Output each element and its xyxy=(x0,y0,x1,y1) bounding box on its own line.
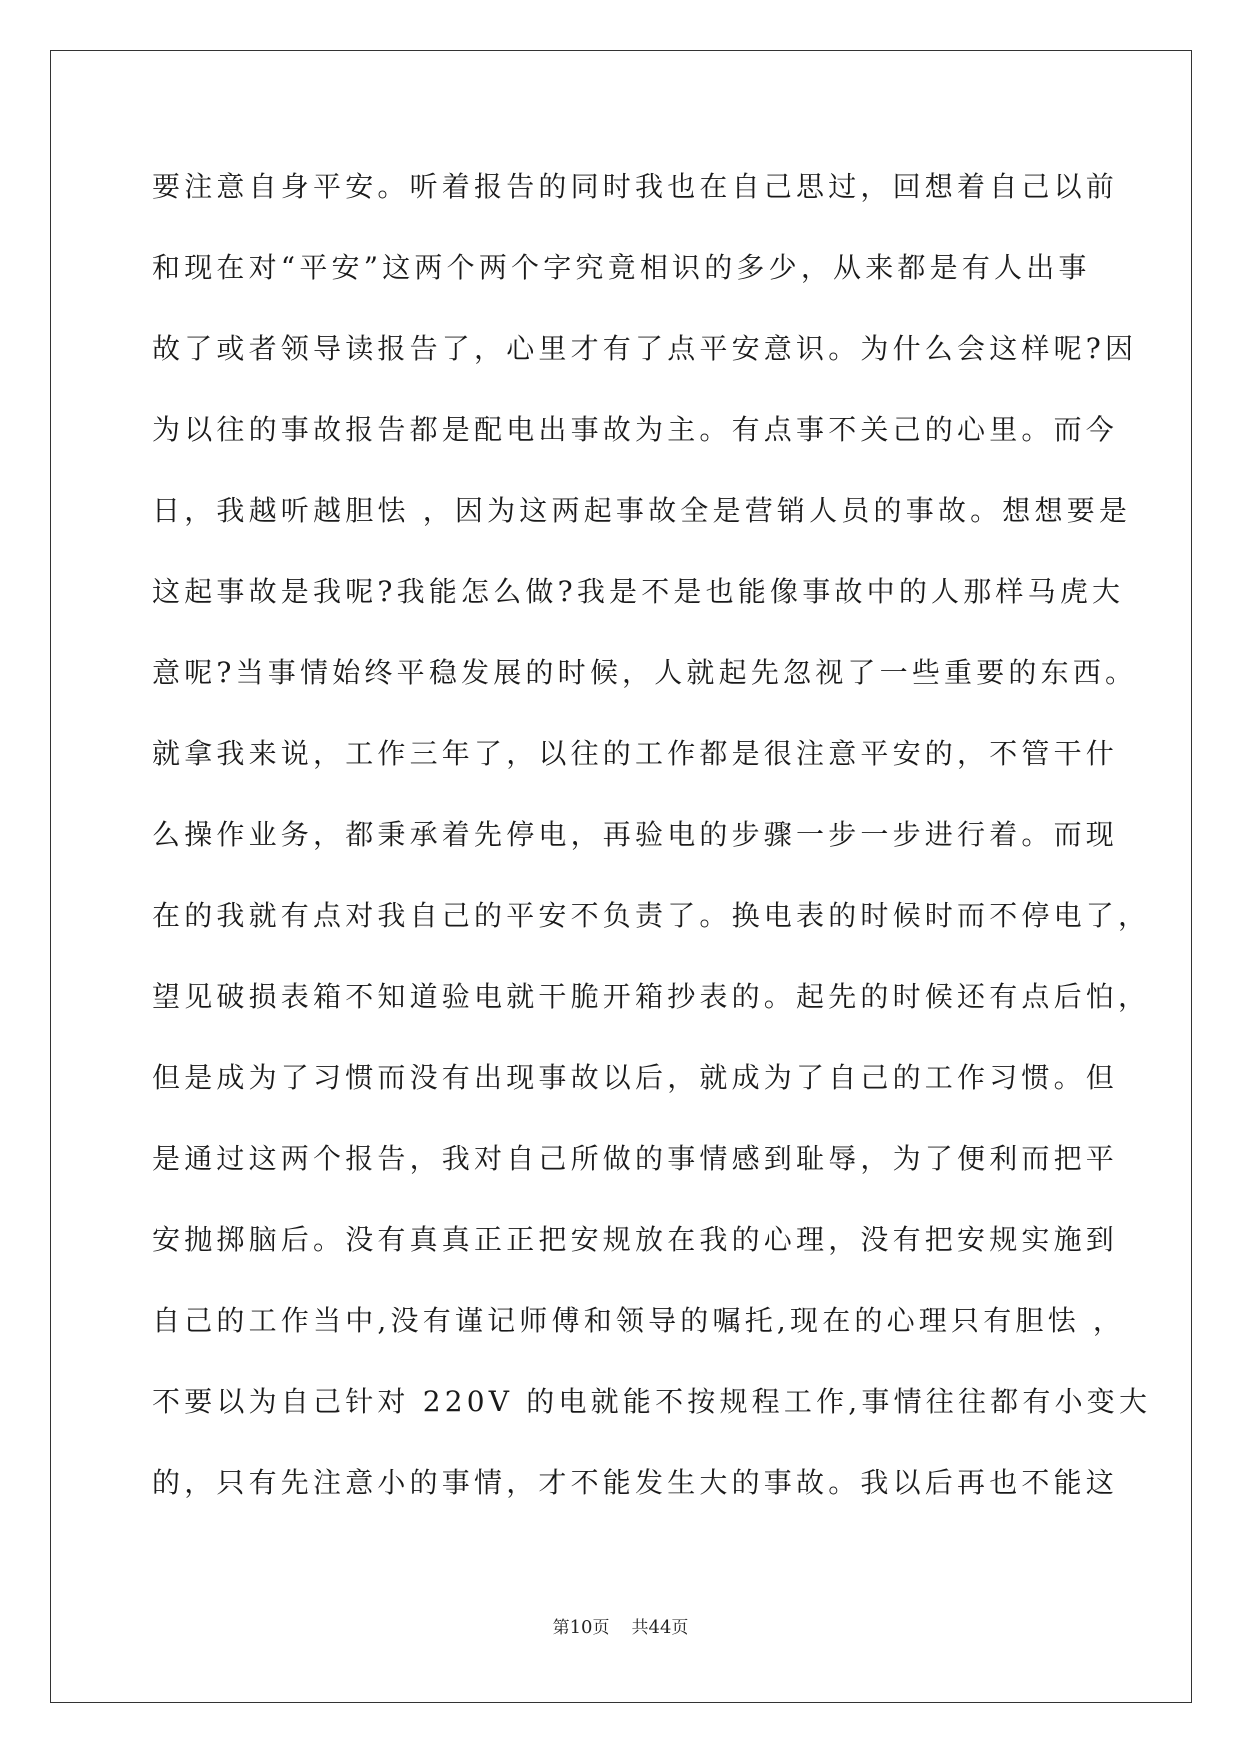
text-line: 在的我就有点对我自己的平安不负责了。换电表的时候时而不停电了， xyxy=(152,899,1151,932)
text-line: 是通过这两个报告，我对自己所做的事情感到耻辱，为了便利而把平 xyxy=(152,1142,1119,1175)
text-line: 为以往的事故报告都是配电出事故为主。有点事不关己的心里。而今 xyxy=(152,413,1119,446)
text-line: 日，我越听越胆怯 ，因为这两起事故全是营销人员的事故。想想要是 xyxy=(152,494,1132,527)
text-line: 要注意自身平安。听着报告的同时我也在自己思过，回想着自己以前 xyxy=(152,170,1119,203)
text-line: 故了或者领导读报告了，心里才有了点平安意识。为什么会这样呢?因 xyxy=(152,332,1138,365)
page-suffix: 页 xyxy=(592,1618,610,1638)
page-prefix: 第 xyxy=(552,1618,570,1638)
text-line: 自己的工作当中,没有谨记师傅和领导的嘱托,现在的心理只有胆怯 ， xyxy=(152,1304,1126,1337)
page-footer xyxy=(0,1616,1241,1640)
text-line: 不要以为自己针对 220V 的电就能不按规程工作,事情往往都有小变大 xyxy=(152,1385,1152,1418)
text-line: 这起事故是我呢?我能怎么做?我是不是也能像事故中的人那样马虎大 xyxy=(152,575,1125,608)
text-line: 就拿我来说，工作三年了，以往的工作都是很注意平安的，不管干什 xyxy=(152,737,1119,770)
text-line: 望见破损表箱不知道验电就干脆开箱抄表的。起先的时候还有点后怕， xyxy=(152,980,1151,1013)
text-line: 意呢?当事情始终平稳发展的时候，人就起先忽视了一些重要的东西。 xyxy=(152,656,1138,689)
total-suffix: 页 xyxy=(671,1618,689,1638)
text-line: 的，只有先注意小的事情，才不能发生大的事故。我以后再也不能这 xyxy=(152,1466,1119,1499)
page-number: 10 xyxy=(569,1617,593,1638)
body-text xyxy=(152,160,1152,1537)
text-line: 安抛掷脑后。没有真真正正把安规放在我的心理，没有把安规实施到 xyxy=(152,1223,1119,1256)
text-line: 么操作业务，都秉承着先停电，再验电的步骤一步一步进行着。而现 xyxy=(152,818,1119,851)
total-pages: 44 xyxy=(648,1617,672,1638)
text-line: 和现在对“平安”这两个两个字究竟相识的多少，从来都是有人出事 xyxy=(152,251,1091,284)
total-prefix: 共 xyxy=(631,1618,649,1638)
text-line: 但是成为了习惯而没有出现事故以后，就成为了自己的工作习惯。但 xyxy=(152,1061,1119,1094)
